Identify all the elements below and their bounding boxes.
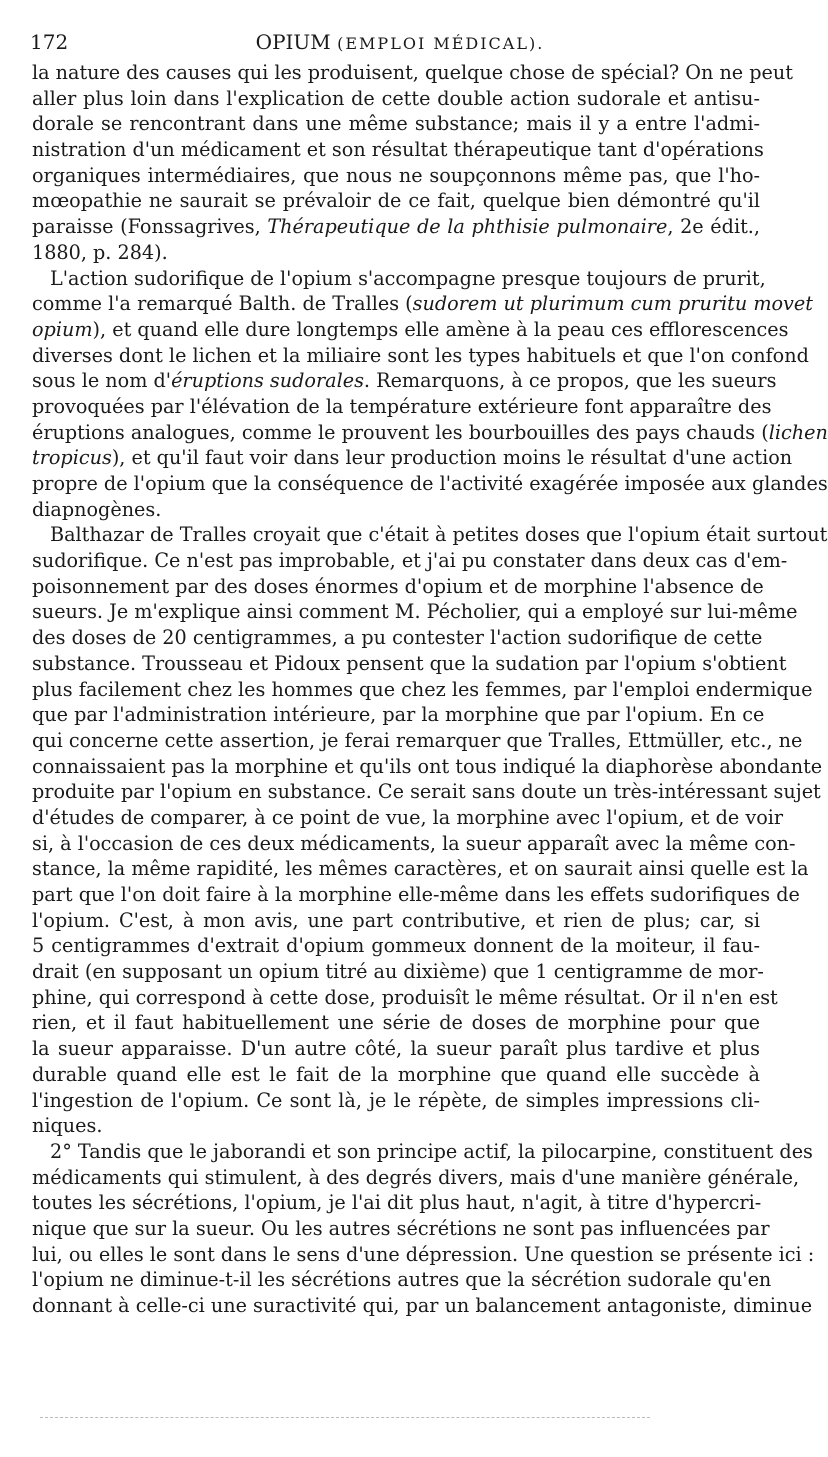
text-line <box>32 188 760 214</box>
text-segment: l'ingestion de l'opium. Ce sont là, je le répète, de simples impressions cli- <box>32 1088 760 1112</box>
text-segment: toutes les sécrétions, l'opium, je l'ai dit plus haut, n'agit, à titre d'hypercri- <box>32 1191 762 1215</box>
text-line <box>32 420 828 446</box>
text-segment: 1880, p. 284). <box>32 240 168 264</box>
running-title-main: OPIUM <box>255 30 331 54</box>
text-segment: part que l'on doit faire à la morphine elle-même dans les effets sudorifiques de <box>32 883 800 906</box>
body-text <box>32 60 828 1319</box>
text-line <box>32 60 793 86</box>
running-title <box>30 30 770 54</box>
text-line <box>32 548 788 574</box>
text-line <box>32 1062 760 1088</box>
text-line <box>32 471 828 497</box>
text-segment: niques. <box>32 1114 103 1138</box>
text-segment: L'action sudorifique de l'opium s'accompagne presque toujours de prurit, <box>50 266 766 290</box>
italic-segment: lichen <box>768 420 828 444</box>
text-line <box>32 137 764 163</box>
text-line <box>32 625 763 651</box>
text-segment: si, à l'occasion de ces deux médicaments, la sueur apparaît avec la même con- <box>32 831 796 855</box>
text-line <box>32 445 793 471</box>
text-segment: ), et qu'il faut voir dans leur production moins le résultat d'une action <box>111 446 793 470</box>
text-segment: donnant à celle-ci une suractivité qui, par un balancement antagoniste, diminue <box>32 1294 813 1317</box>
text-line <box>32 1088 760 1114</box>
text-segment: propre de l'opium que la conséquence de l'activité exagérée imposée aux glandes <box>32 472 828 495</box>
text-segment: l'opium ne diminue-t-il les sécrétions autres que la sécrétion sudorale qu'en <box>32 1268 772 1292</box>
text-line <box>32 985 778 1011</box>
text-line <box>32 1036 760 1062</box>
text-line <box>32 497 760 523</box>
text-segment: connaissaient pas la morphine et qu'ils ont tous indiqué la diaphorèse abondante <box>32 754 823 778</box>
text-segment: mœopathie ne saurait se prévaloir de ce fait, quelque bien démontré qu'il <box>32 189 760 213</box>
text-segment: produite par l'opium en substance. Ce serait sans doute un très-intéressant sujet <box>32 780 821 804</box>
text-line <box>32 856 809 882</box>
text-line <box>32 599 798 625</box>
text-segment: qui concerne cette assertion, je ferai remarquer que Tralles, Ettmüller, etc., ne <box>32 728 803 752</box>
text-segment: des doses de 20 centigrammes, a pu contester l'action sudorifique de cette <box>32 626 763 650</box>
text-segment: , 2e édit., <box>667 215 760 239</box>
text-segment: 5 centigrammes d'extrait d'opium gommeux donnent de la moiteur, il fau- <box>32 934 760 958</box>
text-line <box>32 1190 760 1216</box>
text-segment: que par l'administration intérieure, par la morphine que par l'opium. En ce <box>32 703 765 727</box>
text-segment: plus facilement chez les hommes que chez les femmes, par l'emploi endermique <box>32 677 813 701</box>
text-segment: sueurs. Je m'explique ainsi comment M. Pécholier, qui a employé sur lui-même <box>32 600 798 624</box>
text-segment: diverses dont le lichen et la miliaire sont les types habituels et que l'on confond <box>32 343 809 367</box>
text-segment: poisonnement par des doses énormes d'opium et de morphine l'absence de <box>32 574 764 598</box>
text-line <box>32 959 764 985</box>
text-segment: paraisse (Fonssagrives, <box>32 215 268 239</box>
text-line <box>32 805 784 831</box>
running-title-sub: (EMPLOI MÉDICAL). <box>337 34 545 53</box>
text-segment: rien, et il faut habituellement une série de doses de morphine pour que <box>32 1011 760 1035</box>
text-segment: la sueur apparaisse. D'un autre côté, la sueur paraît plus tardive et plus <box>32 1037 760 1061</box>
text-segment: phine, qui correspond à cette dose, produisît le même résultat. Or il n'en est <box>32 985 778 1009</box>
text-segment: l'opium. C'est, à mon avis, une part contributive, et rien de plus; car, si <box>32 908 760 932</box>
text-segment: ), et quand elle dure longtemps elle amène à la peau ces efflorescences <box>92 317 789 341</box>
text-segment: médicaments qui stimulent, à des degrés divers, mais d'une manière générale, <box>32 1165 800 1189</box>
text-line <box>32 728 803 754</box>
text-segment: sous le nom d' <box>32 369 172 393</box>
text-segment: . Remarquons, à ce propos, que les sueurs <box>363 369 777 393</box>
text-line <box>32 522 828 548</box>
text-segment: dorale se rencontrant dans une même substance; mais il y a entre l'admi- <box>32 112 760 136</box>
text-line <box>32 677 813 703</box>
text-line <box>32 368 777 394</box>
text-line <box>32 933 760 959</box>
text-line <box>32 1216 770 1242</box>
text-line <box>32 651 787 677</box>
text-line <box>32 343 809 369</box>
text-line <box>32 574 764 600</box>
text-line <box>32 111 760 137</box>
text-segment: Balthazar de Tralles croyait que c'était à petites doses que l'opium était surtout <box>50 523 828 547</box>
text-segment: d'études de comparer, à ce point de vue, la morphine avec l'opium, et de voir <box>32 805 784 829</box>
text-line <box>32 882 800 908</box>
italic-segment: éruptions sudorales <box>171 369 364 393</box>
running-header <box>30 30 770 60</box>
text-line <box>32 702 765 728</box>
text-segment: substance. Trousseau et Pidoux pensent que la sudation par l'opium s'obtient <box>32 651 787 675</box>
text-line <box>32 240 760 266</box>
text-segment: sudorifique. Ce n'est pas improbable, et j'ai pu constater dans deux cas d'em- <box>32 549 788 573</box>
italic-segment: Thérapeutique de la phthisie pulmonaire <box>267 215 668 239</box>
text-line <box>32 394 772 420</box>
text-line <box>32 1165 800 1191</box>
text-line <box>32 1113 760 1139</box>
italic-segment: sudorem ut plurimum cum pruritu movet <box>412 292 813 316</box>
italic-segment: tropicus <box>32 446 112 470</box>
text-line <box>32 754 823 780</box>
text-segment: nique que sur la sueur. Ou les autres sécrétions ne sont pas influencées par <box>32 1216 770 1240</box>
text-line <box>32 291 813 317</box>
text-line <box>32 1010 760 1036</box>
text-segment: provoquées par l'élévation de la température extérieure font apparaître des <box>32 394 772 418</box>
text-segment: stance, la même rapidité, les mêmes caractères, et on saurait ainsi quelle est la <box>32 857 809 881</box>
text-segment: éruptions analogues, comme le prouvent les bourbouilles des pays chauds ( <box>32 420 769 444</box>
text-segment: nistration d'un médicament et son résultat thérapeutique tant d'opérations <box>32 138 764 162</box>
text-line <box>32 831 796 857</box>
text-line <box>32 1242 815 1268</box>
text-segment: drait (en supposant un opium titré au dixième) que 1 centigramme de mor- <box>32 960 764 984</box>
page-number: 172 <box>30 30 69 54</box>
text-segment: lui, ou elles le sont dans le sens d'une dépression. Une question se présente ici : <box>32 1242 815 1266</box>
text-segment: durable quand elle est le fait de la morphine que quand elle succède à <box>32 1062 760 1086</box>
italic-segment: opium <box>32 317 93 341</box>
text-segment: aller plus loin dans l'explication de cette double action sudorale et antisu- <box>32 86 760 110</box>
text-line <box>32 86 760 112</box>
text-line <box>32 163 760 189</box>
text-line <box>32 1267 772 1293</box>
text-line <box>32 214 760 240</box>
text-segment: organiques intermédiaires, que nous ne soupçonnons même pas, que l'ho- <box>32 163 760 187</box>
text-segment: la nature des causes qui les produisent, quelque chose de spécial? On ne peut <box>32 61 793 84</box>
text-line <box>32 266 766 292</box>
text-segment: comme l'a remarqué Balth. de Tralles ( <box>32 292 413 316</box>
text-line <box>32 1139 813 1165</box>
text-line <box>32 1293 813 1319</box>
text-segment: diapnogènes. <box>32 497 162 521</box>
text-line <box>32 908 760 934</box>
text-line <box>32 779 821 805</box>
bottom-dotted-rule <box>40 1417 650 1418</box>
text-segment: 2° Tandis que le jaborandi et son principe actif, la pilocarpine, constituent des <box>50 1139 813 1163</box>
text-line <box>32 317 789 343</box>
